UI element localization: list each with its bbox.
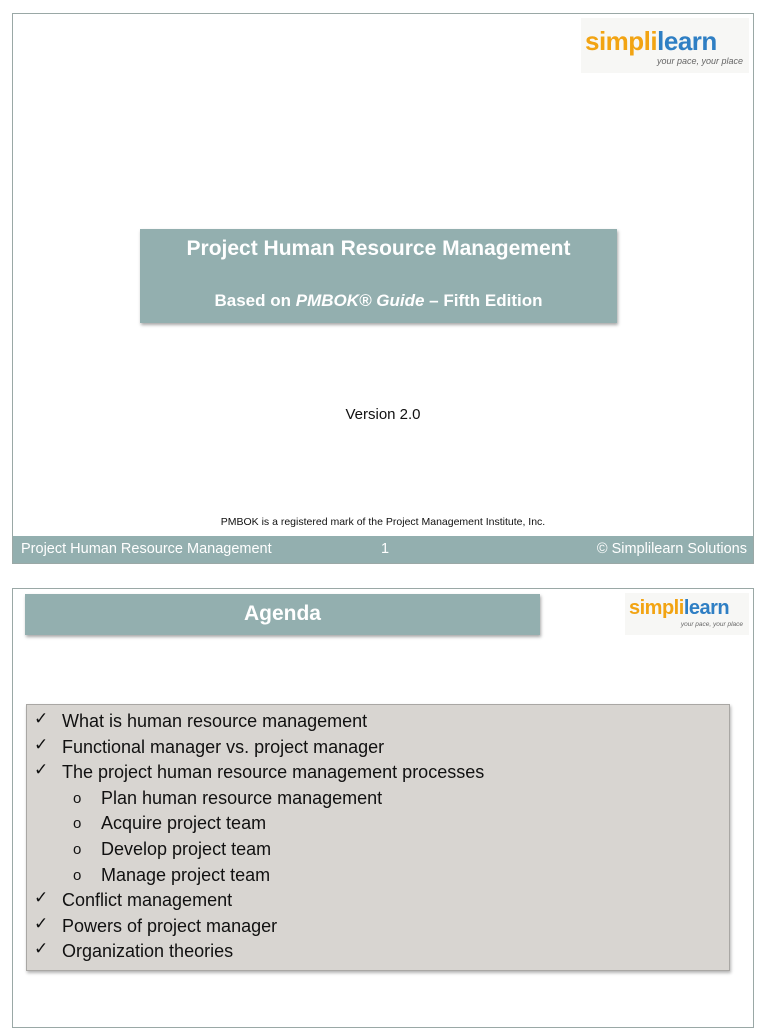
circle-bullet-icon: o (73, 840, 82, 858)
agenda-item: ✓ What is human resource management (34, 709, 368, 731)
checkmark-icon: ✓ (34, 734, 49, 755)
slide-title: Project Human Resource Management (186, 237, 571, 260)
simplilearn-logo: simplilearn your pace, your place (581, 18, 749, 73)
logo-tagline: your pace, your place (680, 621, 743, 628)
checkmark-icon: ✓ (34, 709, 49, 729)
title-banner (140, 229, 617, 323)
agenda-subitem: o Acquire project team (27, 811, 729, 837)
agenda-subitem: o Develop project team (27, 837, 729, 863)
agenda-title: Agenda (243, 602, 321, 625)
agenda-item: ✓ Conflict management (34, 888, 233, 911)
footer-title: Project Human Resource Management (21, 541, 272, 557)
checkmark-icon: ✓ (34, 913, 49, 934)
checkmark-icon: ✓ (34, 888, 49, 909)
page-number: 1 (381, 541, 390, 557)
trademark-note: PMBOK is a registered mark of the Project Management Institute, Inc. (220, 516, 546, 528)
circle-bullet-icon: o (73, 789, 82, 807)
agenda-item: ✓ Powers of project manager (34, 913, 278, 936)
checkmark-icon: ✓ (34, 939, 49, 960)
agenda-item: ✓ Organization theories (34, 939, 234, 962)
logo-tagline: your pace, your place (656, 56, 743, 66)
circle-bullet-icon: o (73, 815, 82, 833)
slide-footer (13, 536, 753, 563)
agenda-banner (25, 594, 540, 635)
circle-bullet-icon: o (73, 866, 82, 884)
slide-2 (12, 588, 754, 1028)
simplilearn-logo: simplilearn your pace, your place (625, 593, 749, 635)
agenda-list (26, 704, 730, 971)
slide-subtitle: Based on PMBOK® Guide – Fifth Edition (214, 291, 543, 310)
slide-1 (12, 13, 754, 564)
version-label: Version 2.0 (345, 406, 421, 423)
checkmark-icon: ✓ (34, 760, 49, 781)
agenda-subitem: o Manage project team (27, 863, 729, 889)
agenda-subitem: o Plan human resource management (27, 786, 729, 812)
footer-copyright: © Simplilearn Solutions (596, 541, 747, 557)
agenda-item: ✓ Functional manager vs. project manager (34, 734, 385, 757)
agenda-item: ✓ The project human resource management processes (34, 760, 485, 783)
